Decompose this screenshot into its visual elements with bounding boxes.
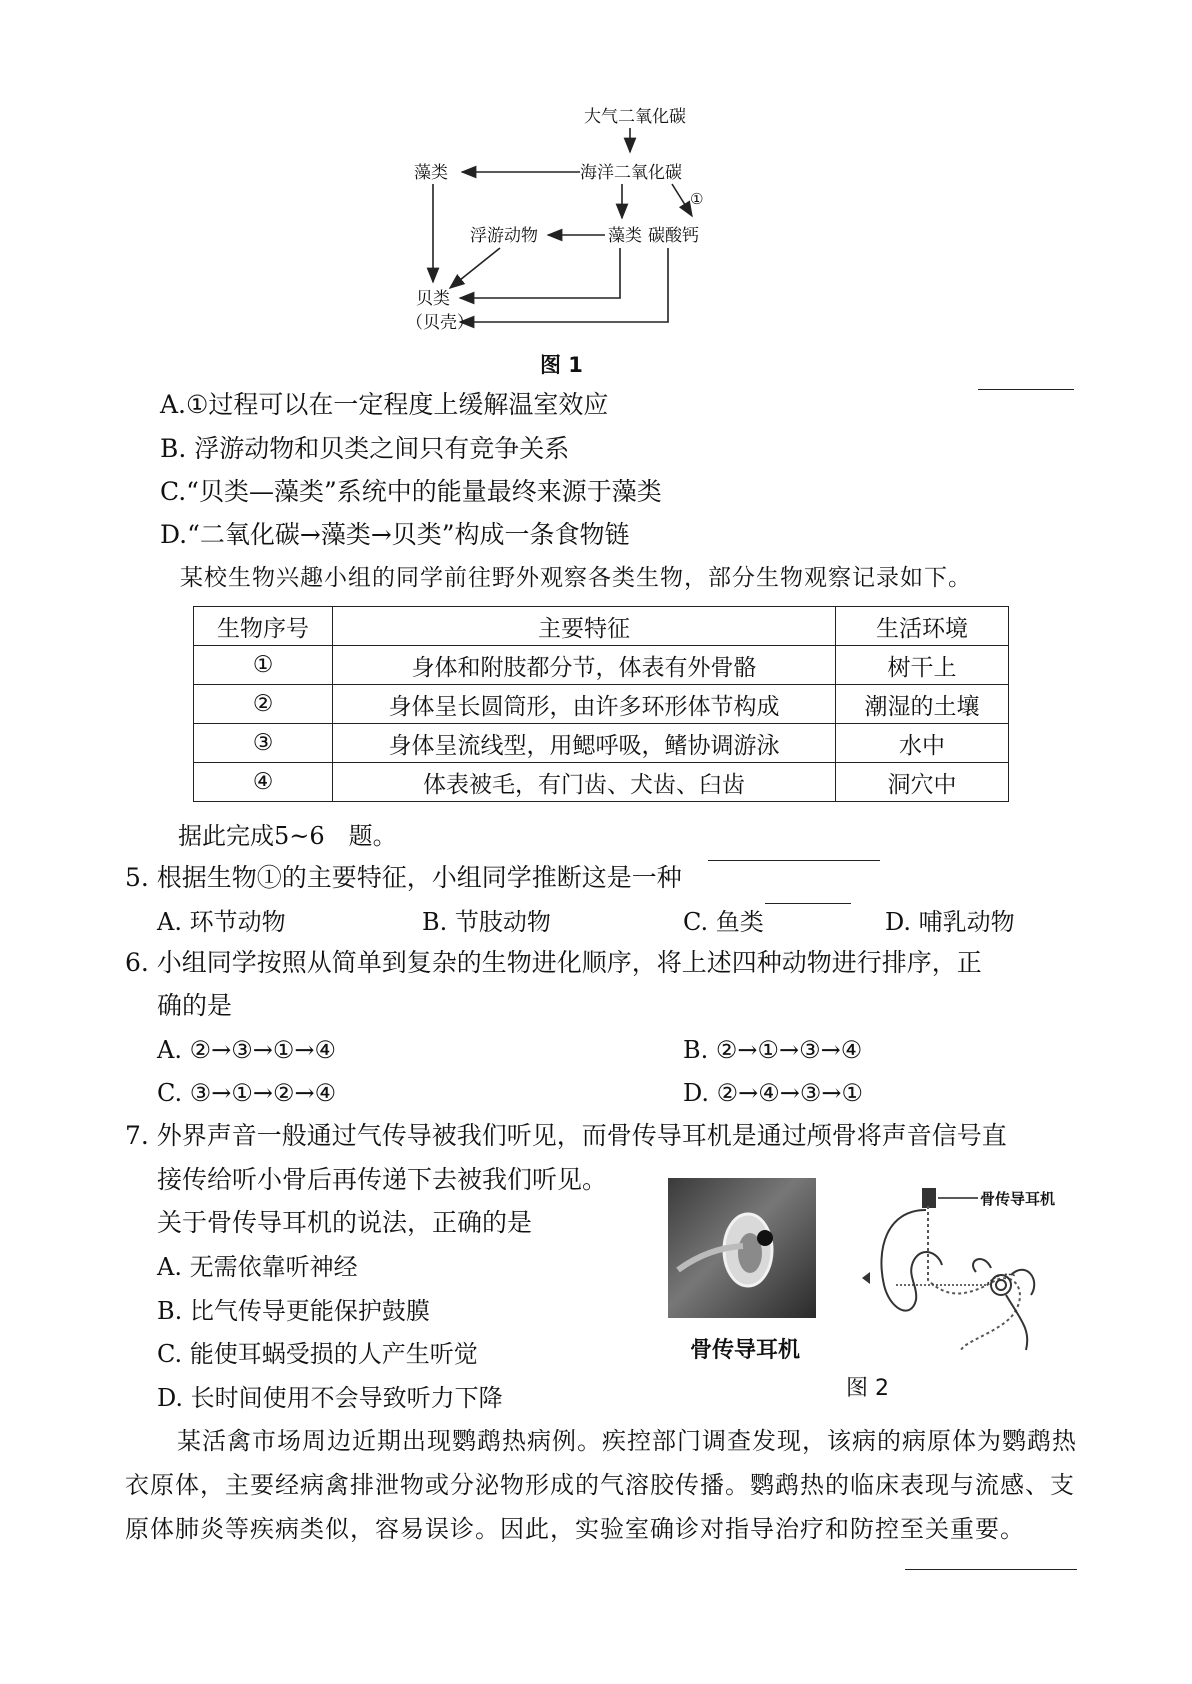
process-marker-1: ①	[690, 190, 704, 208]
node-ocean-co2: 海洋二氧化碳	[580, 163, 682, 183]
q7-option-a: A. 无需依靠听神经	[157, 1253, 358, 1281]
table-cell: 洞穴中	[836, 763, 1009, 802]
ear-anatomy-diagram	[856, 1180, 1066, 1355]
q4-option-a: A.①过程可以在一定程度上缓解温室效应	[160, 390, 609, 419]
q5-option-c: C. 鱼类	[683, 908, 764, 936]
table-cell: 树干上	[836, 646, 1009, 685]
figure-2-caption: 图 2	[846, 1376, 889, 1401]
earphone-diagram-label: 骨传导耳机	[980, 1190, 1056, 1208]
table-row	[194, 724, 1009, 763]
q5-option-b: B. 节肢动物	[422, 908, 551, 936]
table-cell: 身体呈流线型，用鳃呼吸，鳍协调游泳	[333, 724, 836, 763]
table-cell: ④	[194, 763, 333, 802]
q6-stem-line1: 6. 小组同学按照从简单到复杂的生物进化顺序，将上述四种动物进行排序，正	[125, 948, 982, 977]
table-note: 据此完成5~6 题。	[178, 822, 397, 850]
q5-option-d: D. 哺乳动物	[885, 908, 1015, 936]
answer-blank-line	[708, 860, 880, 861]
figure-1-diagram	[400, 100, 730, 390]
table-row	[194, 685, 1009, 724]
table-header-cell: 主要特征	[333, 607, 836, 646]
node-algae-mid: 藻类	[608, 226, 642, 246]
q4-option-b: B. 浮游动物和贝类之间只有竞争关系	[160, 434, 570, 463]
photo-caption: 骨传导耳机	[690, 1338, 801, 1363]
q6-stem-line2: 确的是	[157, 991, 233, 1020]
node-algae-left: 藻类	[414, 163, 448, 183]
answer-blank-line	[905, 1569, 1077, 1570]
node-calcium-carbonate: 碳酸钙	[648, 226, 699, 246]
node-shellfish: 贝类	[416, 289, 450, 309]
q7-stem-line3: 关于骨传导耳机的说法，正确的是	[157, 1208, 533, 1237]
table-row	[194, 646, 1009, 685]
q6-option-d: D. ②→④→③→①	[683, 1079, 864, 1107]
q7-stem-line2: 接传给听小骨后再传递下去被我们听见。	[157, 1165, 608, 1194]
table-cell: 水中	[836, 724, 1009, 763]
table-cell: 身体呈长圆筒形，由许多环形体节构成	[333, 685, 836, 724]
table-row	[194, 763, 1009, 802]
table-cell: ②	[194, 685, 333, 724]
table-header-row	[194, 607, 1009, 646]
q6-option-c: C. ③→①→②→④	[157, 1079, 337, 1107]
ear-with-earphone-image	[668, 1178, 816, 1318]
q7-option-d: D. 长时间使用不会导致听力下降	[157, 1384, 503, 1412]
node-atmosphere-co2: 大气二氧化碳	[584, 107, 686, 127]
observation-table	[193, 606, 1009, 802]
node-zooplankton: 浮游动物	[470, 226, 538, 246]
node-shell: （贝壳）	[406, 313, 474, 333]
table-header-cell: 生物序号	[194, 607, 333, 646]
figure-1-caption: 图 1	[540, 353, 583, 377]
q5-option-a: A. 环节动物	[157, 908, 286, 936]
q6-option-b: B. ②→①→③→④	[683, 1036, 863, 1064]
q7-option-c: C. 能使耳蜗受损的人产生听觉	[157, 1340, 478, 1368]
table-header-cell: 生活环境	[836, 607, 1009, 646]
table-cell: 潮湿的土壤	[836, 685, 1009, 724]
q5-stem: 5. 根据生物①的主要特征，小组同学推断这是一种	[125, 863, 682, 892]
observation-intro: 某校生物兴趣小组的同学前往野外观察各类生物，部分生物观察记录如下。	[180, 565, 972, 591]
q4-option-d: D.“二氧化碳→藻类→贝类”构成一条食物链	[160, 520, 630, 549]
answer-blank-line	[765, 903, 851, 904]
answer-blank-line	[978, 389, 1074, 390]
q4-option-c: C.“贝类—藻类”系统中的能量最终来源于藻类	[160, 477, 662, 506]
passage-text: 某活禽市场周边近期出现鹦鹉热病例。疾控部门调查发现，该病的病原体为鹦鹉热衣原体，主要经病禽排泄物或分泌物形成的气溶胶传播。鹦鹉热的临床表现与流感、支原体肺炎等疾病类似，容易误诊。因此，实验室确诊对指导治疗和防控至关重要。	[125, 1427, 1077, 1543]
table-cell: 体表被毛，有门齿、犬齿、臼齿	[333, 763, 836, 802]
table-cell: ①	[194, 646, 333, 685]
q7-stem-line1: 7. 外界声音一般通过气传导被我们听见，而骨传导耳机是通过颅骨将声音信号直	[125, 1121, 1007, 1150]
q6-option-a: A. ②→③→①→④	[157, 1036, 336, 1064]
q7-option-b: B. 比气传导更能保护鼓膜	[157, 1297, 430, 1325]
bone-conduction-earphone-photo	[668, 1178, 816, 1318]
table-cell: ③	[194, 724, 333, 763]
table-cell: 身体和附肢都分节，体表有外骨骼	[333, 646, 836, 685]
